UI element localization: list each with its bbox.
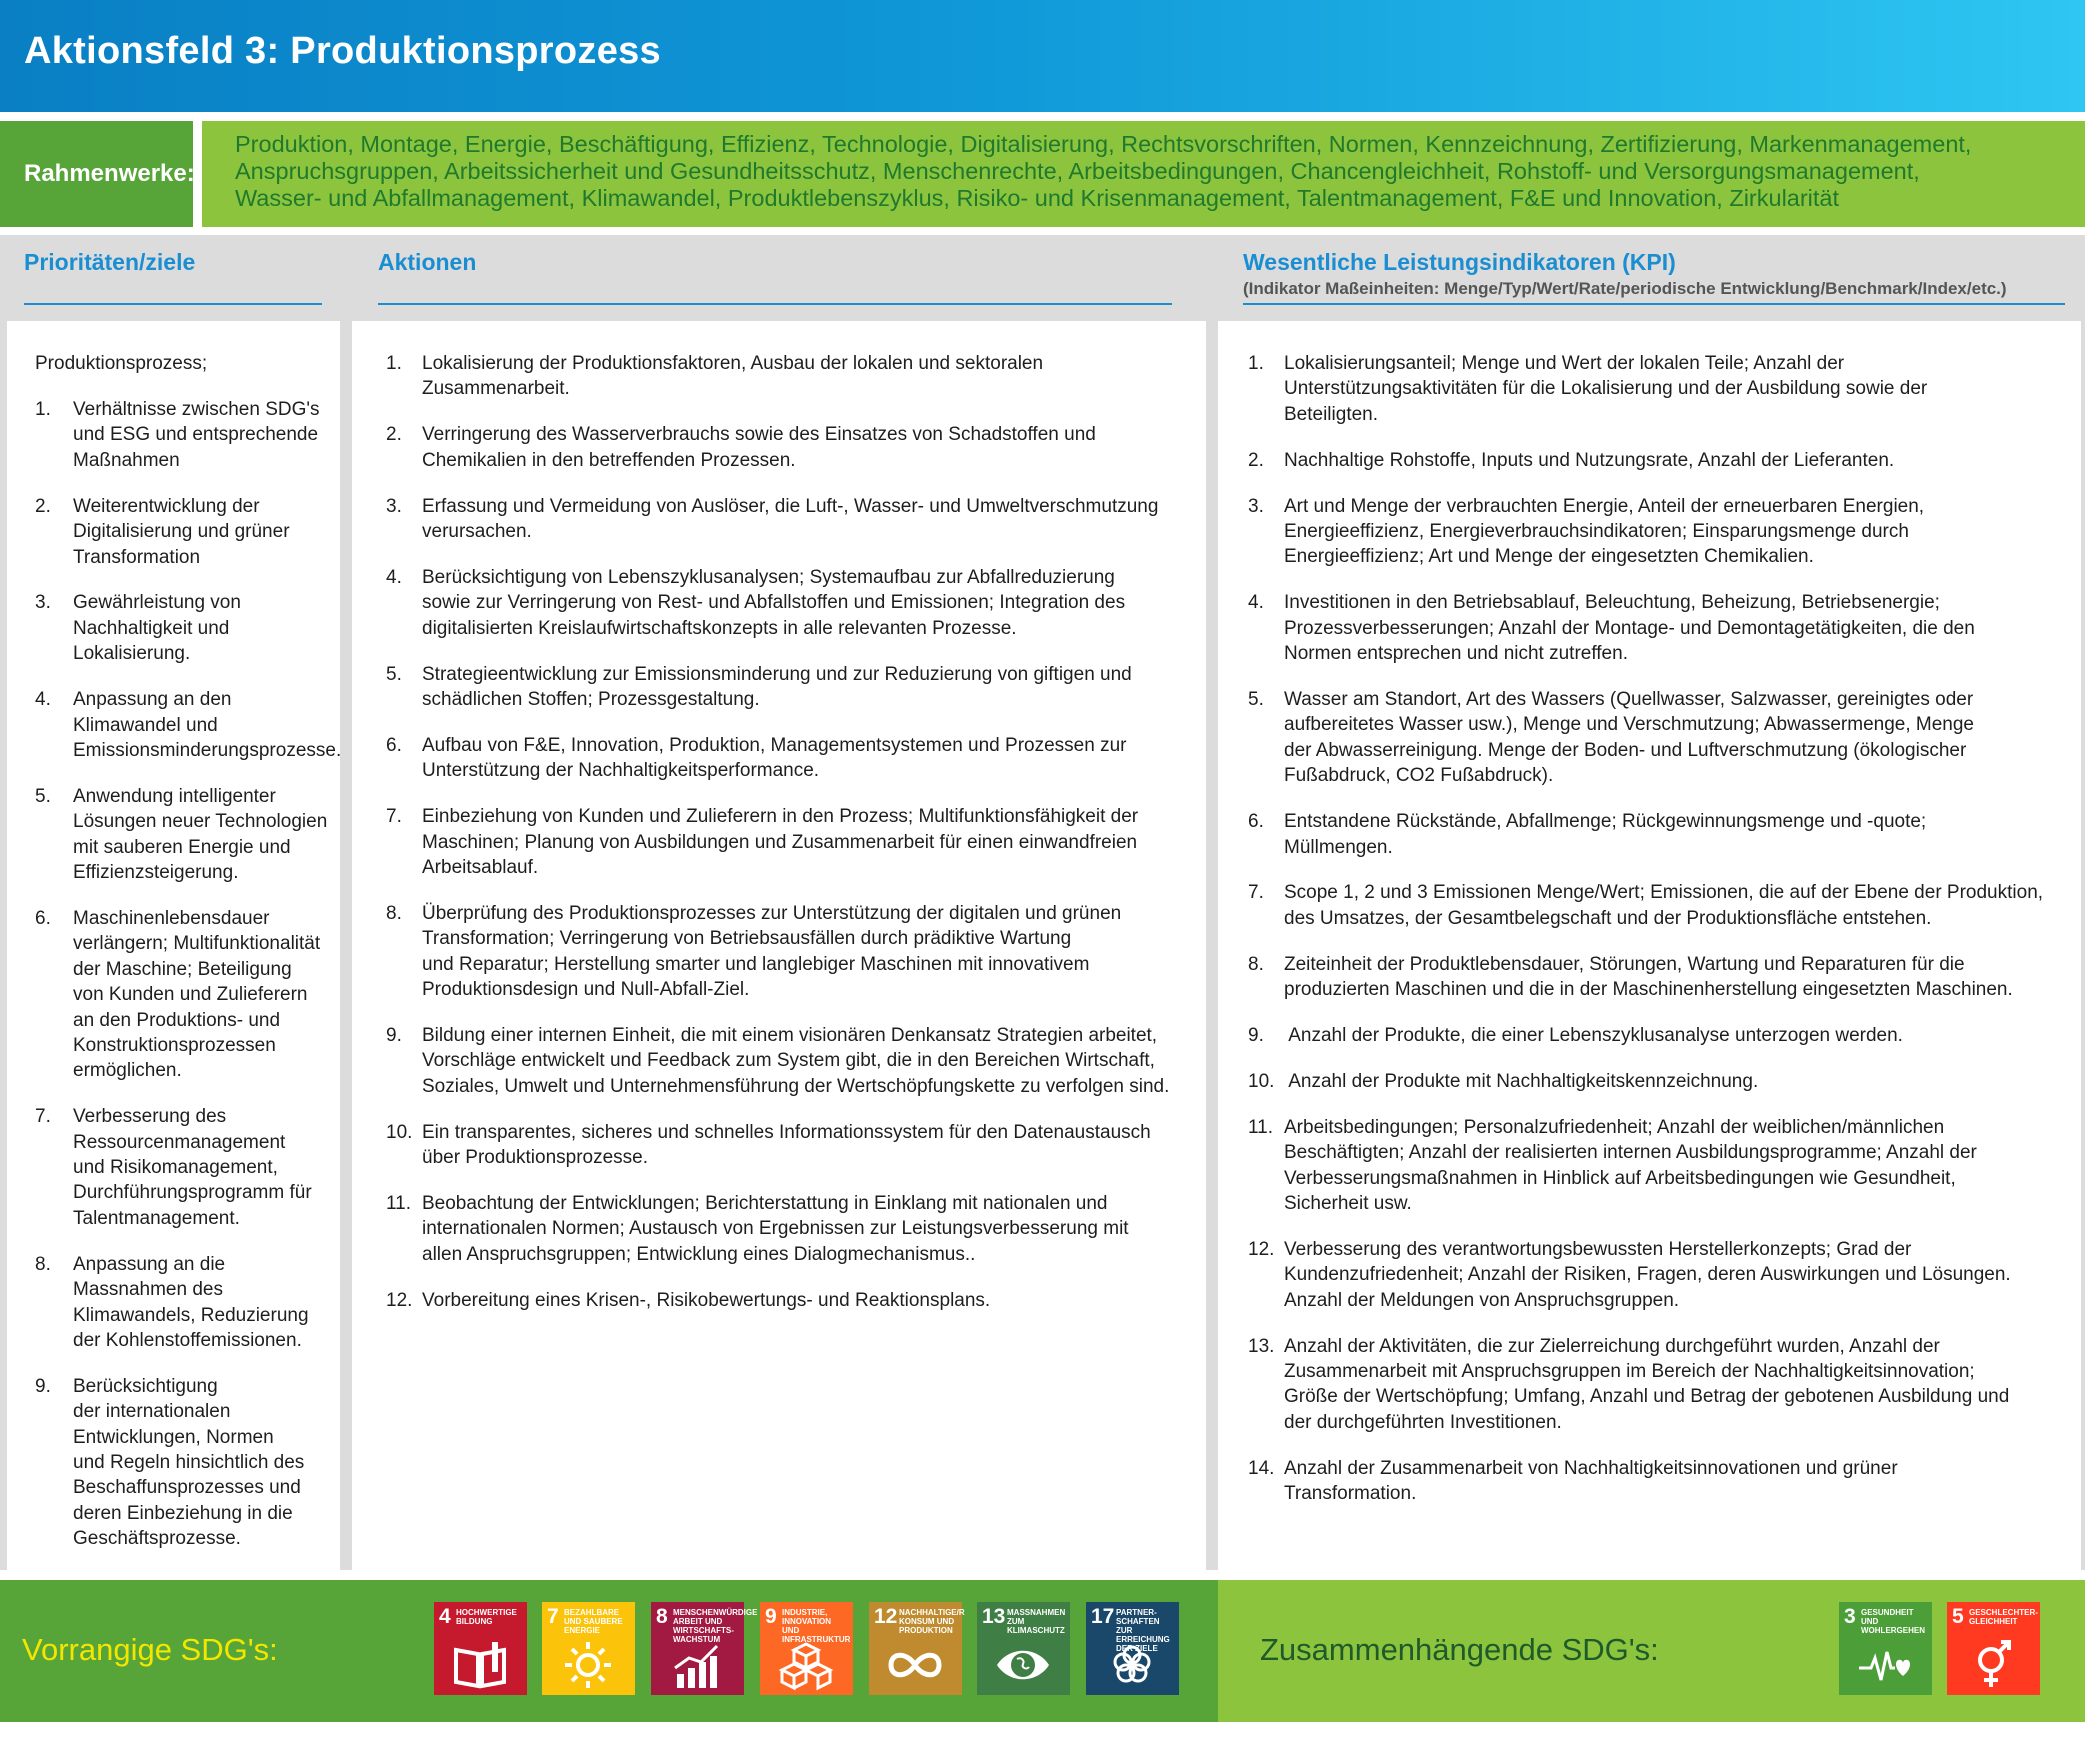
- actions-body: [352, 321, 1206, 1570]
- list-item-text: [1284, 448, 1894, 473]
- list-item-text: [1284, 590, 1975, 666]
- list-item-text: [73, 687, 341, 763]
- list-item-line: Lokalisierung.: [73, 643, 191, 665]
- list-item-number: 14.: [1248, 1457, 1275, 1479]
- list-item: [35, 784, 335, 886]
- list-item: [1248, 448, 2048, 473]
- list-item-line: Transformation: [73, 546, 201, 568]
- list-item-line: digitalisierten Kreislaufwirtschaftskonzepts in alle relevanten Prozesse.: [422, 617, 1017, 639]
- sdg-number: 4: [439, 1605, 451, 1628]
- list-item-line: Transformation.: [1284, 1483, 1417, 1505]
- list-item-line: Aufbau von F&E, Innovation, Produktion, Managementsystemen und Prozessen zur: [422, 734, 1127, 756]
- list-item-line: Lokalisierung der Produktionsfaktoren, Ausbau der lokalen und sektoralen: [422, 353, 1044, 374]
- list-item-line: Strategieentwicklung zur Emissionsminderung und zur Reduzierung von giftigen und: [422, 663, 1132, 685]
- list-item: [386, 901, 1186, 1003]
- list-item-number: 4.: [386, 566, 402, 588]
- kpi-title: Wesentliche Leistungsindikatoren (KPI): [1243, 249, 1676, 275]
- list-item: [386, 1288, 1186, 1313]
- list-item: [35, 590, 335, 666]
- list-item-text: [422, 1120, 1151, 1171]
- list-item-line: Vorschläge entwickelt und Feedback zum System gibt, die in den Bereichen Wirtschaft,: [422, 1050, 1155, 1072]
- list-item-line: Ein transparentes, sicheres und schnelles Informationssystem für den Datenaustausch: [422, 1121, 1151, 1143]
- sdg-title: MENSCHENWÜRDIGE ARBEIT UND WIRTSCHAFTS-WACHSTUM: [673, 1608, 758, 1644]
- list-item-number: 1.: [1248, 353, 1264, 374]
- list-item: [35, 1104, 335, 1231]
- list-item-line: Digitalisierung und grüner: [73, 521, 290, 543]
- list-item-number: 3.: [386, 495, 402, 517]
- header-underline: [24, 303, 322, 305]
- list-item-line: Transformation; Verringerung von Betriebsausfällen durch prädiktive Wartung: [422, 928, 1072, 950]
- list-item-text: [422, 1288, 990, 1313]
- actions-list: [352, 321, 1206, 1570]
- list-item: [1248, 687, 2048, 789]
- sdg-tile-4: [434, 1602, 527, 1695]
- actions-header: [346, 235, 1212, 321]
- list-item-line: Scope 1, 2 und 3 Emissionen Menge/Wert; Emissionen, die auf der Ebene der Produktion,: [1284, 882, 2044, 904]
- list-item-number: 9.: [386, 1025, 402, 1046]
- list-item-line: Maschinenlebensdauer: [73, 907, 270, 929]
- list-item-text: [73, 1374, 304, 1552]
- list-item-line: deren Einbeziehung in die: [73, 1502, 293, 1524]
- list-item-line: Anzahl der Produkte, die einer Lebenszyklusanalyse unterzogen werden.: [1284, 1025, 1903, 1046]
- priorities-column: [0, 235, 346, 1570]
- sdg-number: 7: [547, 1605, 559, 1628]
- list-item-number: 5.: [35, 785, 51, 807]
- list-item-line: Sicherheit usw.: [1284, 1193, 1412, 1215]
- list-item-line: Investitionen in den Betriebsablauf, Beleuchtung, Beheizung, Betriebsenergie;: [1284, 592, 1940, 614]
- list-item-text: [1284, 494, 1924, 570]
- list-item-line: sowie zur Verringerung von Rest- und Abfallstoffen und Emissionen; Integration des: [422, 592, 1126, 614]
- list-item-line: Art und Menge der verbrauchten Energie, Anteil der erneuerbaren Energien,: [1284, 495, 1925, 517]
- list-item-line: und Reparatur; Herstellung smarter und langlebiger Maschinen mit innovativem: [422, 953, 1090, 975]
- actions-title: Aktionen: [378, 249, 477, 275]
- list-item-text: [1284, 1334, 2009, 1436]
- list-item: [386, 494, 1186, 545]
- list-item-text: [1284, 687, 1974, 789]
- list-item: [386, 1023, 1186, 1099]
- list-item-line: Anzahl der Meldungen von Anspruchsgruppen.: [1284, 1289, 1680, 1311]
- list-item-line: verlängern; Multifunktionalität: [73, 933, 321, 955]
- list-item-line: Weiterentwicklung der: [73, 495, 260, 517]
- list-item-line: Bildung einer internen Einheit, die mit einem visionären Denkansatz Strategien arbeitet,: [422, 1025, 1158, 1046]
- list-item-line: Anpassung an die: [73, 1253, 226, 1275]
- list-item-number: 12.: [386, 1289, 413, 1311]
- list-item-number: 2.: [1248, 449, 1264, 471]
- sdg-number: 9: [765, 1605, 777, 1628]
- list-item-line: Fußabdruck, CO2 Fußabdruck).: [1284, 765, 1554, 787]
- list-item-number: 7.: [35, 1106, 51, 1128]
- list-item-number: 2.: [35, 495, 51, 517]
- list-item-line: Verbesserungsmaßnahmen in Hinblick auf Arbeitsbedingungen wie Gesundheit,: [1284, 1167, 1956, 1189]
- list-item-line: von Kunden und Zulieferern: [73, 984, 308, 1006]
- list-item: [386, 733, 1186, 784]
- flower-icon: [1104, 1640, 1160, 1690]
- list-item: [1248, 1334, 2048, 1436]
- list-item-number: 9.: [35, 1375, 51, 1397]
- list-item-text: [1284, 351, 1927, 427]
- list-item: [386, 565, 1186, 641]
- list-item: [386, 351, 1186, 402]
- list-item-line: Beteiligten.: [1284, 403, 1379, 425]
- list-item: [35, 687, 342, 763]
- list-item-line: allen Anspruchsgruppen; Entwicklung eines Dialogmechanismus..: [422, 1243, 976, 1265]
- list-item-text: [73, 1252, 309, 1354]
- list-item-line: an den Produktions- und: [73, 1009, 281, 1031]
- list-item: [1248, 1023, 2048, 1048]
- list-item-number: 6.: [1248, 811, 1264, 833]
- list-item-number: 4.: [35, 689, 51, 711]
- list-item: [1248, 880, 2048, 931]
- list-item-number: 5.: [1248, 689, 1264, 710]
- list-item: [35, 1374, 335, 1552]
- list-item-line: Talentmanagement.: [73, 1207, 240, 1229]
- list-item: [35, 397, 335, 473]
- list-item-text: [422, 565, 1125, 641]
- list-item-text: [73, 590, 241, 666]
- list-item-number: 6.: [35, 907, 51, 929]
- list-item-line: verursachen.: [422, 521, 532, 542]
- kpi-header: [1212, 235, 2085, 321]
- list-item-line: Massnahmen des: [73, 1279, 223, 1301]
- sun-icon: [560, 1640, 616, 1690]
- kpi-subtitle: (Indikator Maßeinheiten: Menge/Typ/Wert/Rate/periodische Entwicklung/Benchmark/Index/etc.): [1243, 279, 2007, 298]
- frameworks-box: [202, 121, 2085, 227]
- list-item: [1248, 1069, 2048, 1094]
- list-item-number: 8.: [386, 902, 402, 924]
- list-item-line: Geschäftsprozesse.: [73, 1528, 241, 1550]
- frameworks-line: Anspruchsgruppen, Arbeitssicherheit und Gesundheitsschutz, Menschenrechte, Arbeitsbedingungen, Chancengleichheit, Rohstoff- und Versorgungsmanagement,: [235, 158, 1920, 184]
- list-item-number: 8.: [1248, 953, 1264, 975]
- list-item-line: Zusammenarbeit mit Anspruchsgruppen im Bereich der Nachhaltigkeitsinnovation;: [1284, 1361, 1975, 1382]
- gender-icon: [1965, 1640, 2021, 1690]
- sdg-title: GESUNDHEIT UND WOHLERGEHEN: [1861, 1608, 1925, 1635]
- priorities-list: [7, 321, 340, 1570]
- list-item-text: [1284, 1023, 1903, 1048]
- eye-globe-icon: [995, 1640, 1051, 1690]
- sdg-number: 12: [874, 1605, 898, 1628]
- list-item-number: 10.: [386, 1121, 413, 1143]
- list-item-line: und ESG und entsprechende: [73, 424, 319, 446]
- list-item-text: [1284, 1237, 2011, 1313]
- kpi-body: [1218, 321, 2081, 1570]
- list-item-text: [422, 1023, 1169, 1099]
- list-item-line: mit sauberen Energie und: [73, 836, 291, 858]
- related-sdgs-label: Zusammenhängende SDG's:: [1260, 1632, 1659, 1667]
- list-item-line: Anzahl der Zusammenarbeit von Nachhaltigkeitsinnovationen und grüner: [1284, 1457, 1898, 1479]
- list-item-line: Normen entsprechen und nicht zutreffen.: [1284, 643, 1628, 665]
- list-item-line: Anwendung intelligenter: [73, 785, 276, 807]
- list-item-text: [422, 494, 1158, 545]
- list-intro: Produktionsprozess;: [35, 353, 208, 374]
- list-item-number: 12.: [1248, 1238, 1275, 1260]
- sdg-title: BEZAHLBARE UND SAUBERE ENERGIE: [564, 1608, 623, 1635]
- sdg-title: PARTNER-SCHAFTEN ZUR ERREICHUNG DER ZIELE: [1116, 1608, 1170, 1653]
- list-item-line: Entwicklungen, Normen: [73, 1426, 274, 1448]
- frameworks-line: Produktion, Montage, Energie, Beschäftigung, Effizienz, Technologie, Digitalisierung, Rechtsvorschriften, Normen, Kennzeichnung, Zertifizierung, Markenmanagement,: [235, 131, 1972, 157]
- list-item-text: [73, 784, 327, 886]
- list-item-line: der Kohlenstoffemissionen.: [73, 1329, 302, 1351]
- list-item-line: Vorbereitung eines Krisen-, Risikobewertungs- und Reaktionsplans.: [422, 1289, 991, 1311]
- list-item-text: [1284, 1069, 1758, 1094]
- list-item-line: Verbesserung des verantwortungsbewussten Herstellerkonzepts; Grad der: [1284, 1238, 1912, 1260]
- list-item-line: Entstandene Rückstände, Abfallmenge; Rückgewinnungsmenge und -quote;: [1284, 811, 1927, 833]
- page-header: [0, 0, 2085, 112]
- list-item-line: Größe der Wertschöpfung; Umfang, Anzahl und Betrag der gebotenen Ausbildung und: [1284, 1386, 2010, 1408]
- list-item-line: Erfassung und Vermeidung von Auslöser, die Luft-, Wasser- und Umweltverschmutzung: [422, 495, 1159, 517]
- list-item-line: Überprüfung des Produktionsprozesses zur Unterstützung der digitalen und grünen: [422, 902, 1122, 924]
- sdg-number: 13: [982, 1605, 1006, 1628]
- sdg-tile-3: [1839, 1602, 1932, 1695]
- list-item-line: Kundenzufriedenheit; Anzahl der Risiken, Fragen, deren Auswirkungen und Lösungen.: [1284, 1264, 2011, 1286]
- list-item-line: und Risikomanagement,: [73, 1157, 278, 1178]
- sdg-tile-8: [651, 1602, 758, 1695]
- list-item-line: Maschinen; Planung von Ausbildungen und Zusammenarbeit für einen einwandfreien: [422, 831, 1138, 853]
- list-item-number: 8.: [35, 1253, 51, 1275]
- list-item-text: [1284, 809, 1926, 860]
- list-item-line: Gewährleistung von: [73, 592, 241, 614]
- list-item-line: Anzahl der Produkte mit Nachhaltigkeitskennzeichnung.: [1284, 1070, 1759, 1092]
- sdg-tile-9: [760, 1602, 853, 1695]
- list-item-line: Beobachtung der Entwicklungen; Berichterstattung in Einklang mit nationalen und: [422, 1193, 1108, 1214]
- list-item-line: Zusammenarbeit.: [422, 378, 570, 400]
- sdg-number: 17: [1091, 1605, 1115, 1628]
- kpi-list: [1218, 321, 2081, 1570]
- list-item-line: über Produktionsprozesse.: [422, 1147, 649, 1169]
- list-item: [386, 1191, 1186, 1267]
- list-item-line: Prozessverbesserungen; Anzahl der Montage- und Demontagetätigkeiten, die den: [1284, 617, 1975, 639]
- list-item-line: schädlichen Stoffen; Prozessgestaltung.: [422, 689, 760, 710]
- list-item-text: [422, 351, 1043, 402]
- list-item-line: der Abwasserreinigung. Menge der Boden- und Luftverschmutzung (ökologischer: [1284, 739, 1967, 761]
- list-item: [1248, 1456, 2048, 1507]
- list-item-line: Ressourcenmanagement: [73, 1131, 286, 1153]
- list-item-text: [1284, 952, 2013, 1003]
- list-item-text: [73, 1104, 312, 1231]
- list-item: [35, 494, 335, 570]
- priorities-header: [0, 235, 346, 321]
- list-item-number: 1.: [386, 353, 402, 374]
- list-item-number: 11.: [1248, 1116, 1274, 1138]
- sdg-tile-13: [977, 1602, 1070, 1695]
- list-item-line: Anpassung an den: [73, 689, 232, 711]
- priorities-title: Prioritäten/ziele: [24, 249, 196, 275]
- list-item-number: 3.: [35, 592, 51, 614]
- list-item-line: Produktionsdesign und Null-Abfall-Ziel.: [422, 979, 750, 1001]
- list-item-line: Emissionsminderungsprozesse.: [73, 739, 342, 761]
- list-item-line: Beschäftigten; Anzahl der realisierten internen Ausbildungsprogramme; Anzahl der: [1284, 1142, 1977, 1164]
- list-item-text: [1284, 880, 2043, 931]
- priorities-body: [7, 321, 340, 1570]
- list-item-number: 7.: [1248, 882, 1264, 904]
- list-item-text: [1284, 1456, 1898, 1507]
- sdg-title: INDUSTRIE, INNOVATION UND INFRASTRUKTUR: [782, 1608, 851, 1644]
- list-item-line: Maßnahmen: [73, 449, 180, 471]
- list-item-line: Arbeitsbedingungen; Personalzufriedenheit; Anzahl der weiblichen/männlichen: [1284, 1116, 1945, 1138]
- list-item-line: Klimawandels, Reduzierung: [73, 1304, 309, 1326]
- list-item-number: 9.: [1248, 1025, 1264, 1046]
- list-item-line: Verbesserung des: [73, 1106, 227, 1128]
- list-item-line: produzierten Maschinen und die in der Maschinenherstellung eingesetzten Maschinen.: [1284, 979, 2013, 1001]
- list-item-line: Konstruktionsprozessen: [73, 1034, 276, 1056]
- frameworks-line: Wasser- und Abfallmanagement, Klimawandel, Produktlebenszyklus, Risiko- und Krisenmanagement, Talentmanagement, F&E und Innovation, Zirkularität: [235, 185, 1840, 211]
- list-item-line: des Umsatzes, der Gesamtbelegschaft und der Produktionsfläche entstehen.: [1284, 907, 1932, 929]
- list-item: [1248, 494, 2048, 570]
- list-item-line: Unterstützungsaktivitäten für die Lokalisierung und der Ausbildung sowie der: [1284, 378, 1928, 400]
- list-item-line: der Maschine; Beteiligung: [73, 958, 292, 980]
- list-item-number: 4.: [1248, 592, 1264, 614]
- sdg-title: NACHHALTIGE/R KONSUM UND PRODUKTION: [899, 1608, 965, 1635]
- list-item-line: Verhältnisse zwischen SDG's: [73, 399, 320, 420]
- list-item-number: 5.: [386, 663, 402, 685]
- list-item-line: Chemikalien in den betreffenden Prozessen.: [422, 449, 796, 471]
- list-item-line: Berücksichtigung von Lebenszyklusanalysen; Systemaufbau zur Abfallreduzierung: [422, 566, 1115, 588]
- list-item-text: [422, 1191, 1129, 1267]
- list-item-number: 13.: [1248, 1335, 1275, 1357]
- sdg-tile-12: [869, 1602, 965, 1695]
- actions-column: [346, 235, 1212, 1570]
- list-item-text: [1284, 1115, 1977, 1217]
- list-item-line: Nachhaltigkeit und: [73, 617, 230, 639]
- list-item-line: Anzahl der Aktivitäten, die zur Zielerreichung durchgeführt wurden, Anzahl der: [1284, 1335, 1940, 1357]
- list-item-line: Unterstützung der Nachhaltigkeitsperformance.: [422, 760, 820, 782]
- list-item-text: [73, 397, 320, 473]
- list-item: [1248, 1115, 2048, 1217]
- list-item-line: Energieeffizienz; Art und Menge der eingesetzten Chemikalien.: [1284, 546, 1814, 568]
- list-item-line: Verringerung des Wasserverbrauchs sowie des Einsatzes von Schadstoffen und: [422, 424, 1096, 446]
- list-item-text: [422, 662, 1132, 713]
- list-item-number: 11.: [386, 1193, 412, 1214]
- list-item-line: Lösungen neuer Technologien: [73, 811, 328, 833]
- list-item: [35, 906, 335, 1084]
- list-item-number: 1.: [35, 399, 51, 420]
- list-item-line: Beschaffunsprozesses und: [73, 1477, 301, 1499]
- sdg-title: HOCHWERTIGE BILDUNG: [456, 1608, 517, 1626]
- list-item-text: [73, 906, 320, 1084]
- list-item-line: Soziales, Umwelt und Unternehmensführung der Wertschöpfungskette zu verfolgen sind.: [422, 1075, 1170, 1097]
- list-item-line: internationalen Normen; Austausch von Ergebnissen zur Leistungsverbesserung mit: [422, 1218, 1129, 1240]
- sdg-number: 5: [1952, 1605, 1964, 1628]
- list-item-line: Einbeziehung von Kunden und Zulieferern in den Prozess; Multifunktionsfähigkeit der: [422, 806, 1139, 828]
- sdg-title: MASSNAHMEN ZUM KLIMASCHUTZ: [1007, 1608, 1066, 1635]
- sdg-tile-5: [1947, 1602, 2040, 1695]
- list-item-line: Effizienzsteigerung.: [73, 862, 239, 884]
- list-item: [386, 804, 1186, 880]
- list-item: [1248, 1237, 2048, 1313]
- list-item: [386, 662, 1186, 713]
- list-item: [386, 422, 1186, 473]
- list-item-line: Klimawandel und: [73, 714, 218, 736]
- list-item-line: Wasser am Standort, Art des Wassers (Quellwasser, Salzwasser, gereinigtes oder: [1284, 689, 1974, 710]
- sdg-number: 3: [1844, 1605, 1856, 1628]
- kpi-column: [1212, 235, 2085, 1570]
- list-item-line: Müllmengen.: [1284, 836, 1393, 858]
- sdg-tile-7: [542, 1602, 635, 1695]
- list-item-line: aufbereitetes Wasser usw.), Menge und Verschmutzung; Abwassermenge, Menge: [1284, 714, 1974, 736]
- list-item: [1248, 590, 2048, 666]
- list-item: [1248, 809, 2048, 860]
- list-item-line: Lokalisierungsanteil; Menge und Wert der lokalen Teile; Anzahl der: [1284, 353, 1845, 374]
- cubes-icon: [778, 1640, 834, 1690]
- list-item-text: [422, 733, 1126, 784]
- list-item-line: Berücksichtigung: [73, 1375, 218, 1397]
- heartbeat-icon: [1857, 1640, 1913, 1690]
- list-item-line: der internationalen: [73, 1401, 231, 1423]
- list-item-number: 2.: [386, 424, 402, 446]
- page-title: Aktionsfeld 3: Produktionsprozess: [24, 30, 661, 72]
- sdg-number: 8: [656, 1605, 668, 1628]
- list-item-line: Zeiteinheit der Produktlebensdauer, Störungen, Wartung und Reparaturen für die: [1284, 953, 1965, 975]
- list-item-number: 7.: [386, 806, 402, 828]
- list-item-line: Arbeitsablauf.: [422, 857, 539, 878]
- primary-sdgs-label: Vorrangige SDG's:: [22, 1632, 278, 1667]
- list-item-text: [422, 804, 1138, 880]
- list-item-line: und Regeln hinsichtlich des: [73, 1452, 305, 1474]
- book-icon: [452, 1640, 508, 1690]
- list-item-number: 3.: [1248, 495, 1264, 517]
- sdg-title: GESCHLECHTER-GLEICHHEIT: [1969, 1608, 2038, 1626]
- list-item-line: Nachhaltige Rohstoffe, Inputs und Nutzungsrate, Anzahl der Lieferanten.: [1284, 449, 1895, 471]
- list-item-line: Energieeffizienz, Energieverbrauchsindikatoren; Einsparungsmenge durch: [1284, 521, 1909, 542]
- sdg-tile-17: [1086, 1602, 1179, 1695]
- list-item-number: 6.: [386, 734, 402, 756]
- list-item-text: [422, 901, 1121, 1003]
- header-underline: [1243, 303, 2065, 305]
- growth-chart-icon: [669, 1640, 725, 1690]
- list-item: [386, 1120, 1186, 1171]
- list-item: [35, 1252, 335, 1354]
- list-item-line: Durchführungsprogramm für: [73, 1182, 312, 1204]
- list-item-line: der durchgeführten Investitionen.: [1284, 1411, 1562, 1433]
- list-item: [1248, 952, 2048, 1003]
- list-item-text: [422, 422, 1096, 473]
- list-item: [1248, 351, 2048, 427]
- list-item-line: ermöglichen.: [73, 1060, 182, 1082]
- infinity-icon: [887, 1640, 943, 1690]
- list-item-number: 10.: [1248, 1070, 1275, 1092]
- frameworks-label: Rahmenwerke:: [0, 121, 193, 227]
- header-underline: [378, 303, 1172, 305]
- list-item-text: [73, 494, 290, 570]
